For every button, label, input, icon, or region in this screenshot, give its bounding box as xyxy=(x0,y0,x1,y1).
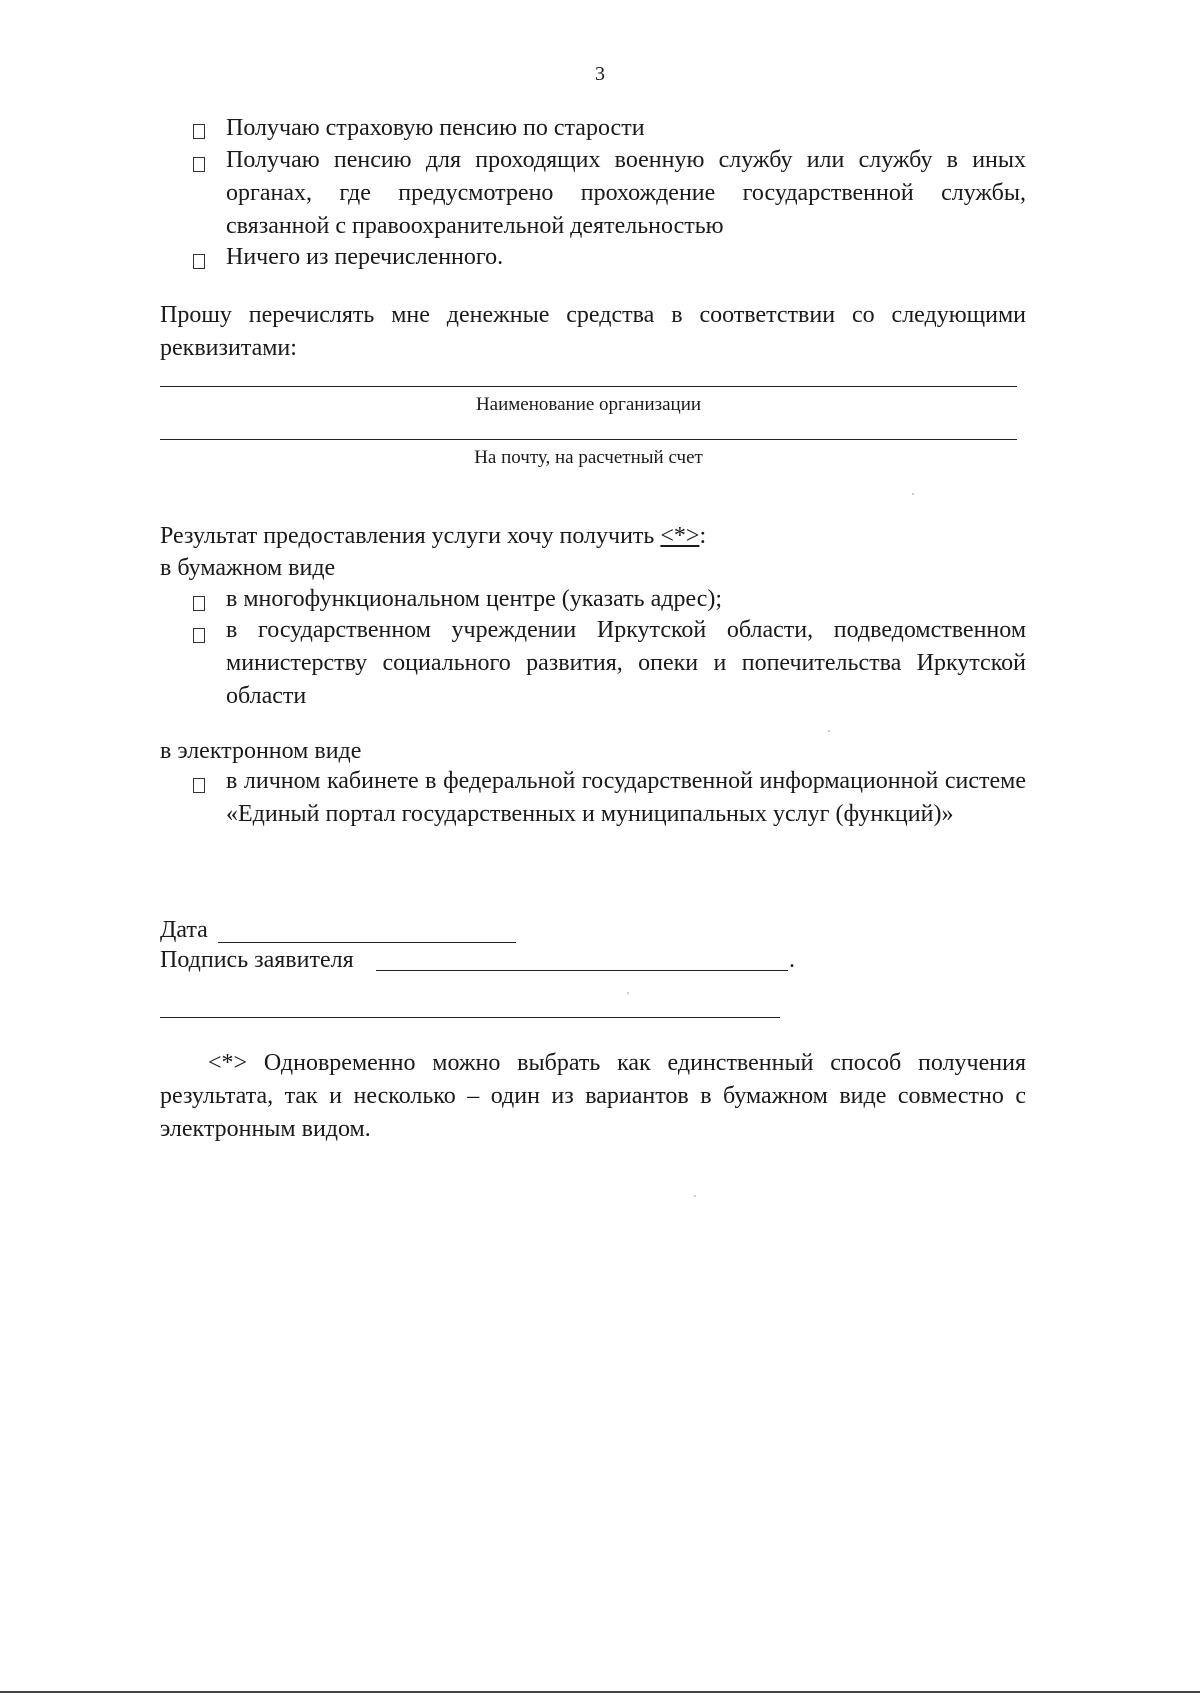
option-gosuslugi-label: в личном кабинете в федеральной государственной информационной системе «Единый портал государственных и муниципальных услуг (функций)» xyxy=(226,768,1026,827)
electronic-form-heading: в электронном виде xyxy=(160,738,362,764)
footnote-text: <*> Одновременно можно выбрать как единственный способ получения результата, так и несколько – один из вариантов в бумажном виде совместно с электронным видом. xyxy=(160,1050,1026,1142)
date-line[interactable] xyxy=(218,942,516,943)
page-number: 3 xyxy=(595,63,605,85)
option-mfc-label: в многофункциональном центре (указать адрес); xyxy=(226,586,723,612)
scan-speck xyxy=(694,1195,696,1197)
organization-name-line[interactable] xyxy=(160,386,1017,387)
signature-label: Подпись заявителя xyxy=(160,947,354,973)
checkbox-state-institution[interactable] xyxy=(193,628,205,643)
result-heading xyxy=(160,520,1026,553)
checkbox-mfc[interactable] xyxy=(193,596,205,611)
delivery-method-caption: На почту, на расчетный счет xyxy=(474,447,703,468)
scan-bottom-edge xyxy=(0,1691,1200,1693)
footnote-separator xyxy=(160,1017,780,1018)
checkbox-gosuslugi[interactable] xyxy=(193,778,205,793)
checkbox-none-of-above[interactable] xyxy=(193,254,205,269)
option-none-of-above-label: Ничего из перечисленного. xyxy=(226,244,504,270)
signature-end-period: . xyxy=(789,947,795,973)
date-label: Дата xyxy=(160,917,208,943)
checkbox-military-pension[interactable] xyxy=(193,157,205,172)
result-heading-colon: : xyxy=(699,523,707,549)
signature-line[interactable] xyxy=(376,970,788,971)
scan-speck xyxy=(627,992,629,994)
option-military-pension-label: Получаю пенсию для проходящих военную службу или службу в иных органах, где предусмотрено прохождение государственной службы, связанной с правоохранительной деятельностью xyxy=(226,147,1026,239)
option-old-age-pension-label: Получаю страховую пенсию по старости xyxy=(226,115,645,141)
scan-speck xyxy=(828,730,830,732)
organization-name-caption: Наименование организации xyxy=(475,394,702,415)
checkbox-old-age-pension[interactable] xyxy=(193,124,205,139)
footnote-ref-mark: <*> xyxy=(660,523,700,549)
scan-speck xyxy=(912,493,914,495)
result-heading-text: Результат предоставления услуги хочу получить xyxy=(160,523,655,549)
transfer-request-text: Прошу перечислять мне денежные средства в соответствии со следующими реквизитами: xyxy=(160,302,1026,361)
paper-form-heading: в бумажном виде xyxy=(160,555,336,581)
delivery-method-line[interactable] xyxy=(160,439,1017,440)
option-state-institution-label: в государственном учреждении Иркутской области, подведомственном министерству социального развития, опеки и попечительства Иркутской области xyxy=(226,617,1026,709)
